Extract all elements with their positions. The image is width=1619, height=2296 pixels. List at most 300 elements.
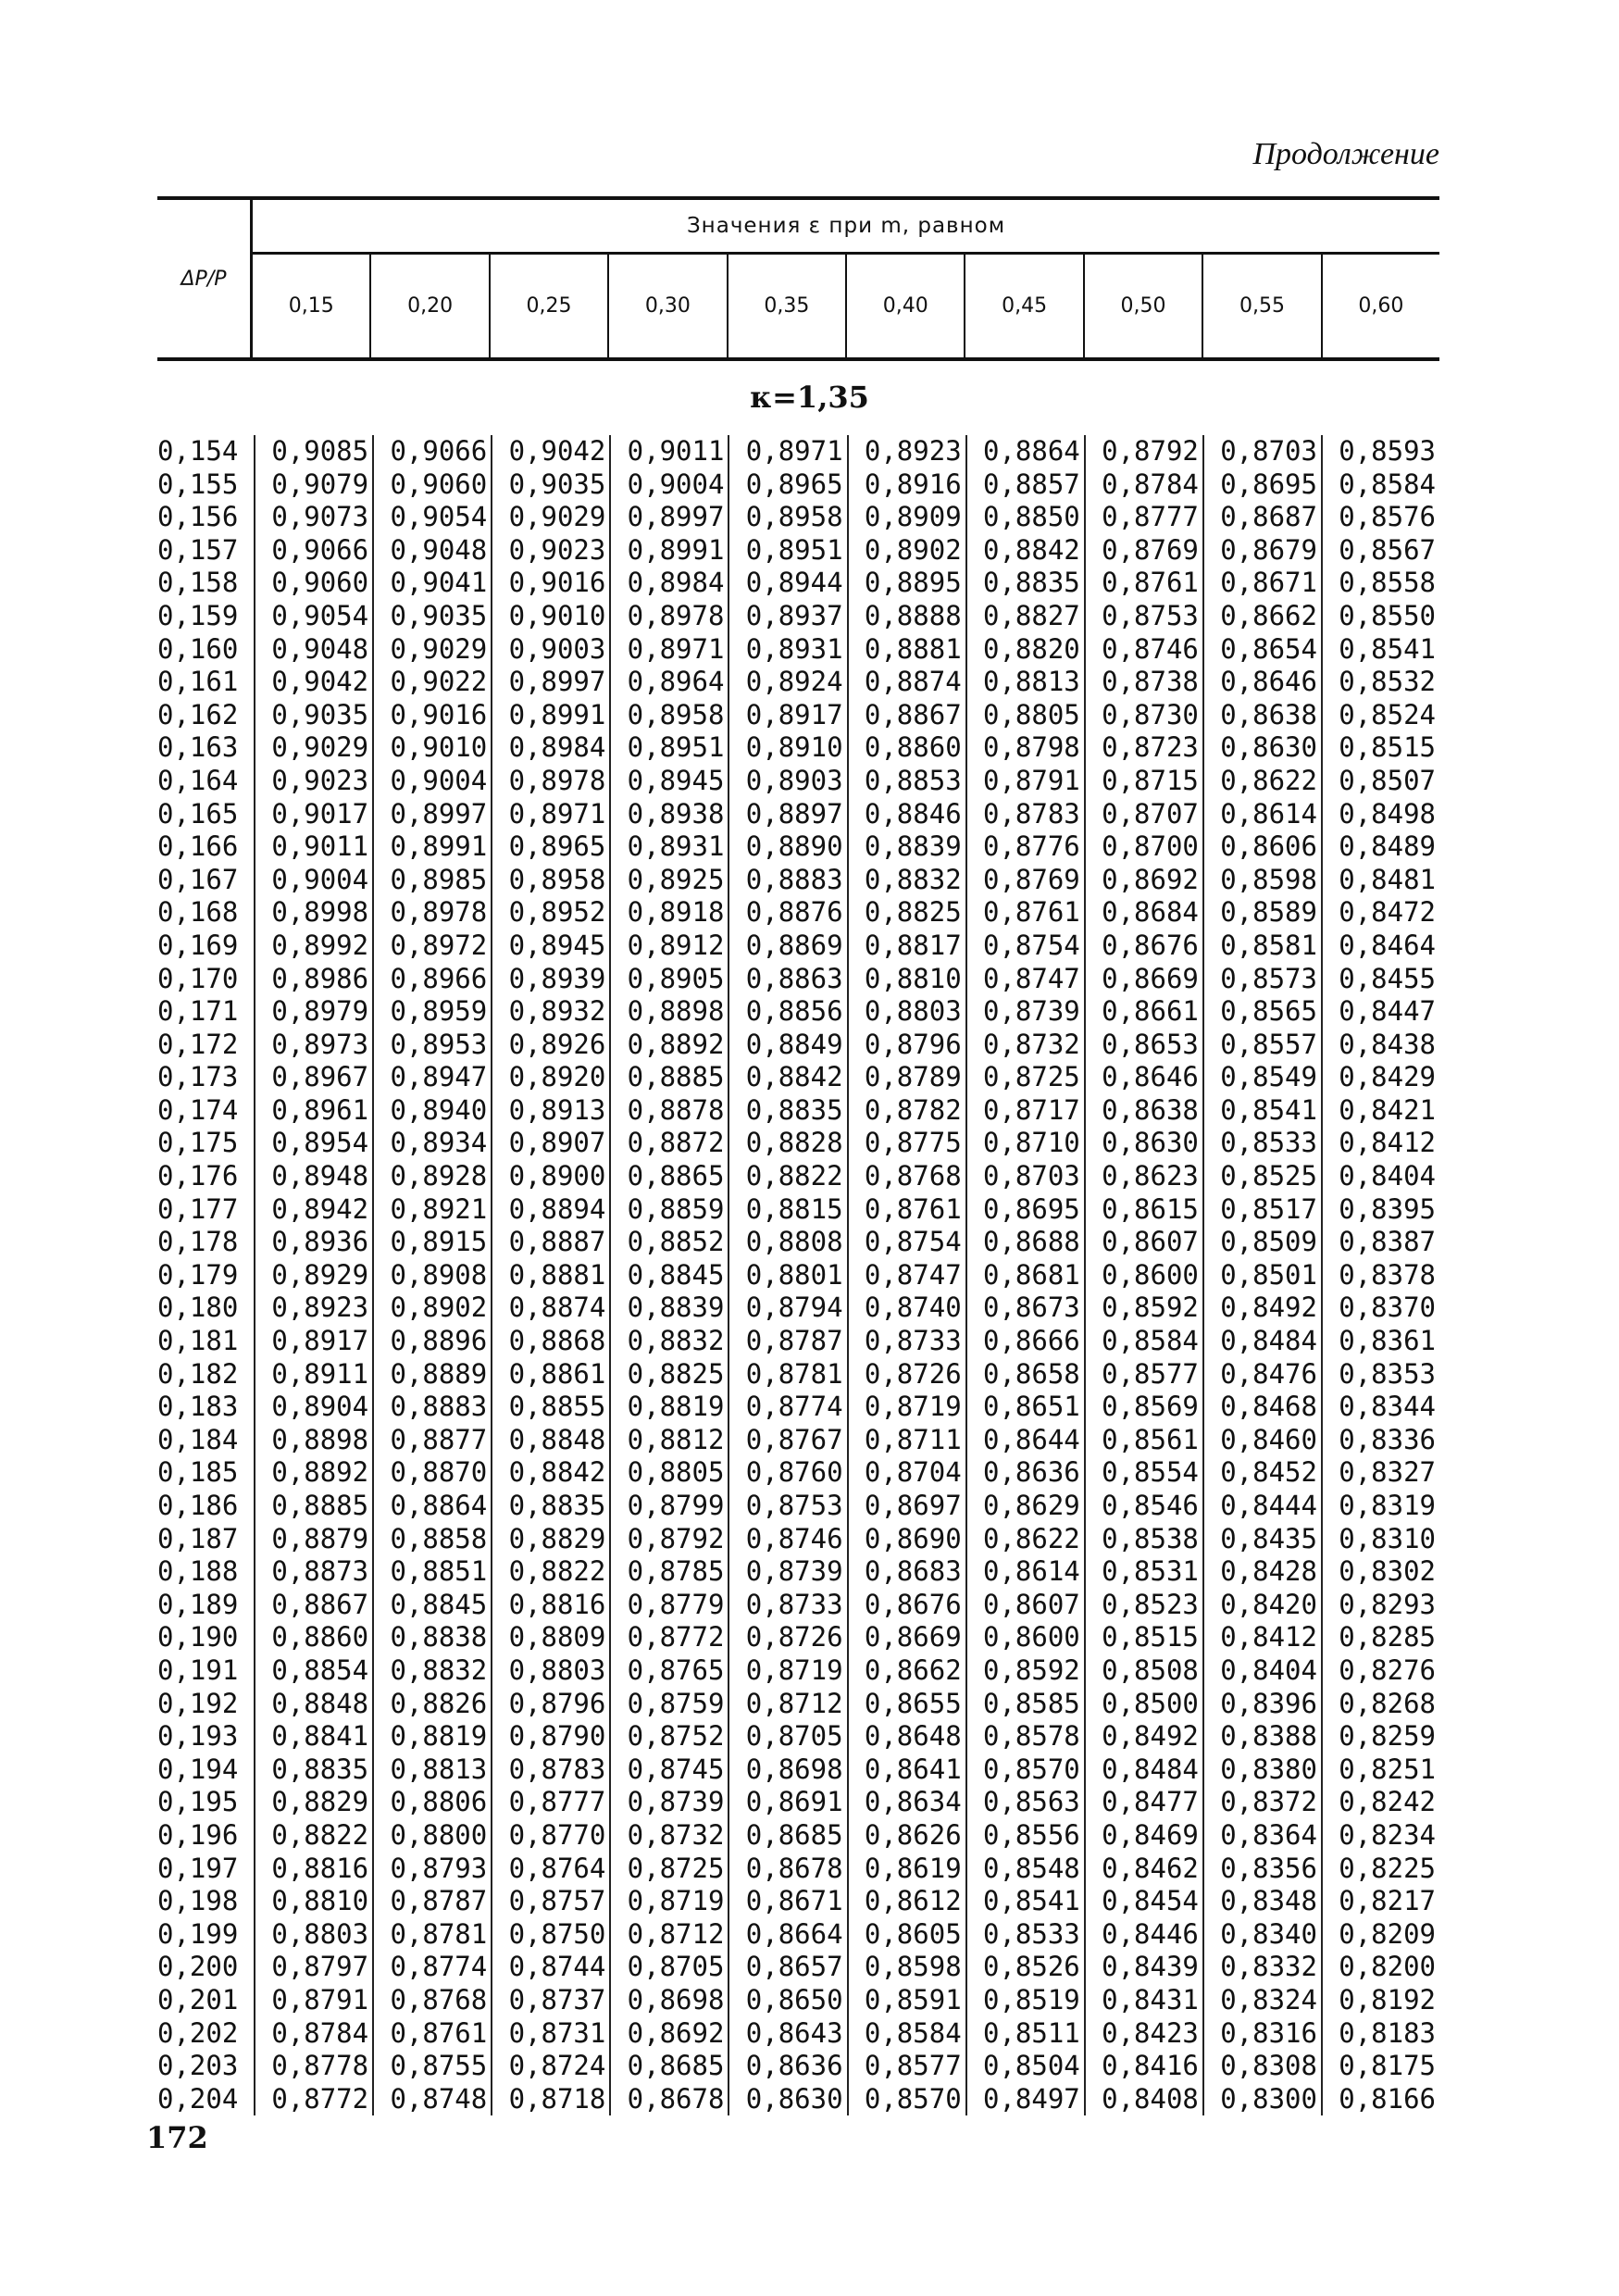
epsilon-cell: 0,8905 <box>610 963 729 996</box>
epsilon-cell: 0,8717 <box>966 1094 1085 1128</box>
epsilon-cell: 0,9041 <box>373 567 492 600</box>
epsilon-cell: 0,8973 <box>255 1029 373 1062</box>
epsilon-cell: 0,8761 <box>1085 567 1203 600</box>
epsilon-cell: 0,8898 <box>255 1424 373 1457</box>
epsilon-cell: 0,8685 <box>729 1819 847 1853</box>
stub-header: ΔP/P <box>157 200 253 357</box>
dp-p-cell: 0,170 <box>157 962 239 994</box>
epsilon-cell: 0,8883 <box>373 1391 492 1424</box>
epsilon-cell: 0,8796 <box>848 1029 966 1062</box>
epsilon-cell: 0,8750 <box>492 1918 610 1952</box>
epsilon-cell: 0,8822 <box>255 1819 373 1853</box>
epsilon-cell: 0,8446 <box>1085 1918 1203 1952</box>
epsilon-cell: 0,8938 <box>610 798 729 831</box>
table-row <box>157 963 1439 996</box>
epsilon-cell: 0,8945 <box>492 930 610 963</box>
epsilon-cell: 0,8438 <box>1322 1029 1439 1062</box>
dp-p-cell: 0,158 <box>157 567 239 599</box>
epsilon-cell: 0,8997 <box>492 666 610 699</box>
dp-p-cell: 0,204 <box>157 2082 239 2115</box>
epsilon-cell: 0,8934 <box>373 1127 492 1160</box>
epsilon-cell: 0,8785 <box>610 1555 729 1589</box>
epsilon-cell: 0,8636 <box>966 1456 1085 1490</box>
dp-p-cell: 0,173 <box>157 1061 239 1093</box>
dp-p-cell: 0,188 <box>157 1555 239 1588</box>
epsilon-cell: 0,8327 <box>1322 1456 1439 1490</box>
epsilon-cell: 0,8634 <box>848 1786 966 1819</box>
epsilon-cell: 0,8653 <box>1085 1029 1203 1062</box>
epsilon-cell: 0,8770 <box>492 1819 610 1853</box>
epsilon-cell: 0,8991 <box>492 699 610 732</box>
m-col-header: 0,40 <box>845 255 964 357</box>
epsilon-cell: 0,8917 <box>255 1325 373 1358</box>
epsilon-cell: 0,8753 <box>1085 600 1203 633</box>
epsilon-cell: 0,8293 <box>1322 1589 1439 1622</box>
epsilon-cell: 0,8690 <box>848 1523 966 1556</box>
epsilon-cell: 0,8835 <box>729 1094 847 1128</box>
epsilon-cell: 0,9042 <box>492 435 610 468</box>
epsilon-cell: 0,8669 <box>848 1621 966 1654</box>
epsilon-cell: 0,8885 <box>255 1490 373 1523</box>
dp-p-cell: 0,164 <box>157 764 239 796</box>
epsilon-cell: 0,8772 <box>610 1621 729 1654</box>
epsilon-cell: 0,8913 <box>492 1094 610 1128</box>
epsilon-cell: 0,8489 <box>1322 830 1439 864</box>
epsilon-cell: 0,8873 <box>255 1555 373 1589</box>
epsilon-cell: 0,8964 <box>610 666 729 699</box>
epsilon-cell: 0,8619 <box>848 1853 966 1886</box>
m-col-header: 0,60 <box>1321 255 1439 357</box>
epsilon-cell: 0,8817 <box>848 930 966 963</box>
epsilon-cell: 0,8865 <box>610 1160 729 1193</box>
epsilon-cell: 0,8972 <box>373 930 492 963</box>
epsilon-cell: 0,8761 <box>966 896 1085 930</box>
epsilon-cell: 0,8468 <box>1203 1391 1322 1424</box>
epsilon-cell: 0,8515 <box>1322 731 1439 765</box>
dp-p-cell: 0,157 <box>157 533 239 566</box>
epsilon-cell: 0,8629 <box>966 1490 1085 1523</box>
epsilon-cell: 0,8820 <box>966 633 1085 667</box>
epsilon-cell: 0,9022 <box>373 666 492 699</box>
epsilon-cell: 0,8848 <box>255 1688 373 1721</box>
group-header: Значения ε при m, равном <box>253 200 1439 255</box>
table-row <box>157 1490 1439 1523</box>
epsilon-cell: 0,8965 <box>492 830 610 864</box>
epsilon-cell: 0,8612 <box>848 1885 966 1918</box>
epsilon-cell: 0,8984 <box>492 731 610 765</box>
dp-p-cell: 0,169 <box>157 929 239 961</box>
table-row <box>157 1391 1439 1424</box>
epsilon-cell: 0,8469 <box>1085 1819 1203 1853</box>
epsilon-cell: 0,8439 <box>1085 1951 1203 1984</box>
epsilon-cell: 0,8455 <box>1322 963 1439 996</box>
epsilon-cell: 0,8858 <box>373 1523 492 1556</box>
epsilon-cell: 0,8423 <box>1085 2017 1203 2051</box>
epsilon-cell: 0,8739 <box>729 1555 847 1589</box>
epsilon-cell: 0,8910 <box>729 731 847 765</box>
epsilon-cell: 0,8791 <box>255 1984 373 2017</box>
epsilon-cell: 0,8863 <box>729 963 847 996</box>
dp-p-cell: 0,175 <box>157 1127 239 1159</box>
epsilon-cell: 0,8695 <box>1203 468 1322 502</box>
epsilon-cell: 0,8592 <box>1085 1292 1203 1325</box>
epsilon-cell: 0,8754 <box>848 1226 966 1259</box>
epsilon-cell: 0,8923 <box>255 1292 373 1325</box>
table-row <box>157 600 1439 633</box>
epsilon-cell: 0,8234 <box>1322 1819 1439 1853</box>
dp-p-cell: 0,197 <box>157 1852 239 1884</box>
epsilon-cell: 0,8805 <box>610 1456 729 1490</box>
epsilon-cell: 0,8420 <box>1203 1589 1322 1622</box>
epsilon-cell: 0,8563 <box>966 1786 1085 1819</box>
epsilon-cell: 0,8570 <box>966 1753 1085 1787</box>
epsilon-cell: 0,8851 <box>373 1555 492 1589</box>
dp-p-cell: 0,181 <box>157 1325 239 1357</box>
epsilon-cell: 0,8860 <box>255 1621 373 1654</box>
epsilon-cell: 0,8209 <box>1322 1918 1439 1952</box>
epsilon-cell: 0,8666 <box>966 1325 1085 1358</box>
table-row <box>157 995 1439 1029</box>
epsilon-cell: 0,8940 <box>373 1094 492 1128</box>
epsilon-cell: 0,8681 <box>966 1259 1085 1292</box>
epsilon-cell: 0,8285 <box>1322 1621 1439 1654</box>
dp-p-cell: 0,160 <box>157 632 239 665</box>
epsilon-cell: 0,9003 <box>492 633 610 667</box>
epsilon-cell: 0,8952 <box>492 896 610 930</box>
epsilon-cell: 0,8769 <box>1085 534 1203 568</box>
epsilon-cell: 0,8747 <box>966 963 1085 996</box>
epsilon-cell: 0,8967 <box>255 1061 373 1094</box>
epsilon-cell: 0,8849 <box>729 1029 847 1062</box>
epsilon-cell: 0,8825 <box>848 896 966 930</box>
table-row <box>157 435 1439 468</box>
table-row <box>157 1193 1439 1227</box>
dp-p-cell: 0,161 <box>157 666 239 698</box>
epsilon-cell: 0,8827 <box>966 600 1085 633</box>
epsilon-cell: 0,8435 <box>1203 1523 1322 1556</box>
m-col-header: 0,25 <box>489 255 607 357</box>
epsilon-cell: 0,8832 <box>848 864 966 897</box>
epsilon-cell: 0,8744 <box>492 1951 610 1984</box>
epsilon-cell: 0,9066 <box>373 435 492 468</box>
table-row <box>157 1127 1439 1160</box>
epsilon-cell: 0,8757 <box>492 1885 610 1918</box>
epsilon-cell: 0,8783 <box>492 1753 610 1787</box>
dp-p-cell: 0,174 <box>157 1093 239 1126</box>
epsilon-cell: 0,8822 <box>729 1160 847 1193</box>
epsilon-cell: 0,8870 <box>373 1456 492 1490</box>
epsilon-cell: 0,8832 <box>610 1325 729 1358</box>
epsilon-cell: 0,8942 <box>255 1193 373 1227</box>
epsilon-cell: 0,8761 <box>848 1193 966 1227</box>
epsilon-cell: 0,8859 <box>610 1193 729 1227</box>
epsilon-cell: 0,8671 <box>729 1885 847 1918</box>
epsilon-cell: 0,8776 <box>966 830 1085 864</box>
epsilon-cell: 0,8556 <box>966 1819 1085 1853</box>
dp-p-cell: 0,196 <box>157 1818 239 1851</box>
epsilon-cell: 0,8733 <box>729 1589 847 1622</box>
epsilon-cell: 0,8683 <box>848 1555 966 1589</box>
table-row <box>157 1358 1439 1391</box>
epsilon-cell: 0,8829 <box>492 1523 610 1556</box>
epsilon-cell: 0,8815 <box>729 1193 847 1227</box>
table-row <box>157 1720 1439 1753</box>
epsilon-cell: 0,8878 <box>610 1094 729 1128</box>
epsilon-cell: 0,8797 <box>255 1951 373 1984</box>
epsilon-cell: 0,8916 <box>848 468 966 502</box>
epsilon-cell: 0,8726 <box>729 1621 847 1654</box>
epsilon-cell: 0,8565 <box>1203 995 1322 1029</box>
epsilon-cell: 0,8712 <box>610 1918 729 1952</box>
epsilon-cell: 0,8431 <box>1085 1984 1203 2017</box>
epsilon-cell: 0,8936 <box>255 1226 373 1259</box>
epsilon-cell: 0,8662 <box>1203 600 1322 633</box>
epsilon-cell: 0,8614 <box>1203 798 1322 831</box>
epsilon-cell: 0,8835 <box>255 1753 373 1787</box>
epsilon-cell: 0,8894 <box>492 1193 610 1227</box>
epsilon-cell: 0,8799 <box>610 1490 729 1523</box>
epsilon-cell: 0,8997 <box>373 798 492 831</box>
epsilon-cell: 0,8978 <box>610 600 729 633</box>
epsilon-cell: 0,8965 <box>729 468 847 502</box>
epsilon-cell: 0,8822 <box>492 1555 610 1589</box>
epsilon-cell: 0,8711 <box>848 1424 966 1457</box>
epsilon-cell: 0,8732 <box>610 1819 729 1853</box>
epsilon-cell: 0,9035 <box>492 468 610 502</box>
table-row <box>157 1029 1439 1062</box>
epsilon-cell: 0,8872 <box>610 1127 729 1160</box>
epsilon-cell: 0,8917 <box>729 699 847 732</box>
epsilon-cell: 0,9029 <box>492 501 610 534</box>
epsilon-cell: 0,9010 <box>373 731 492 765</box>
epsilon-cell: 0,8867 <box>848 699 966 732</box>
epsilon-cell: 0,8746 <box>729 1523 847 1556</box>
m-col-header: 0,30 <box>607 255 726 357</box>
epsilon-cell: 0,8812 <box>610 1424 729 1457</box>
epsilon-cell: 0,8600 <box>966 1621 1085 1654</box>
epsilon-cell: 0,8324 <box>1203 1984 1322 2017</box>
continuation-label: Продолжение <box>1252 137 1439 171</box>
epsilon-cell: 0,8387 <box>1322 1226 1439 1259</box>
epsilon-cell: 0,8760 <box>729 1456 847 1490</box>
epsilon-cell: 0,8920 <box>492 1061 610 1094</box>
epsilon-cell: 0,8589 <box>1203 896 1322 930</box>
epsilon-cell: 0,8828 <box>729 1127 847 1160</box>
epsilon-cell: 0,8783 <box>966 798 1085 831</box>
dp-p-cell: 0,198 <box>157 1885 239 1917</box>
epsilon-cell: 0,8904 <box>255 1391 373 1424</box>
table-row <box>157 1160 1439 1193</box>
epsilon-cell: 0,8183 <box>1322 2017 1439 2051</box>
epsilon-cell: 0,8761 <box>373 2017 492 2051</box>
dp-p-cell: 0,159 <box>157 599 239 631</box>
epsilon-cell: 0,8591 <box>848 1984 966 2017</box>
epsilon-cell: 0,8517 <box>1203 1193 1322 1227</box>
epsilon-cell: 0,8507 <box>1322 765 1439 798</box>
epsilon-cell: 0,8951 <box>610 731 729 765</box>
epsilon-cell: 0,8806 <box>373 1786 492 1819</box>
epsilon-cell: 0,8992 <box>255 930 373 963</box>
epsilon-cell: 0,8541 <box>966 1885 1085 1918</box>
dp-p-cell: 0,186 <box>157 1490 239 1521</box>
epsilon-cell: 0,8600 <box>1085 1259 1203 1292</box>
table-row <box>157 830 1439 864</box>
m-col-header: 0,55 <box>1202 255 1320 357</box>
dp-p-cell: 0,162 <box>157 698 239 730</box>
epsilon-cell: 0,8464 <box>1322 930 1439 963</box>
m-col-header: 0,45 <box>964 255 1082 357</box>
epsilon-cell: 0,8808 <box>729 1226 847 1259</box>
table-row <box>157 1654 1439 1688</box>
epsilon-cell: 0,8192 <box>1322 1984 1439 2017</box>
epsilon-cell: 0,8748 <box>373 2083 492 2116</box>
epsilon-cell: 0,8678 <box>729 1853 847 1886</box>
epsilon-cell: 0,8850 <box>966 501 1085 534</box>
epsilon-cell: 0,8605 <box>848 1918 966 1952</box>
epsilon-cell: 0,8772 <box>255 2083 373 2116</box>
epsilon-cell: 0,8554 <box>1085 1456 1203 1490</box>
epsilon-cell: 0,9079 <box>255 468 373 502</box>
epsilon-cell: 0,8697 <box>848 1490 966 1523</box>
epsilon-cell: 0,8803 <box>848 995 966 1029</box>
epsilon-cell: 0,8673 <box>966 1292 1085 1325</box>
epsilon-cell: 0,8607 <box>1085 1226 1203 1259</box>
epsilon-cell: 0,8361 <box>1322 1325 1439 1358</box>
table-row <box>157 2050 1439 2083</box>
epsilon-cell: 0,8752 <box>610 1720 729 1753</box>
dp-p-cell: 0,185 <box>157 1456 239 1489</box>
epsilon-cell: 0,8912 <box>610 930 729 963</box>
dp-p-cell: 0,179 <box>157 1258 239 1291</box>
epsilon-cell: 0,8794 <box>729 1292 847 1325</box>
epsilon-cell: 0,8308 <box>1203 2050 1322 2083</box>
epsilon-cell: 0,8626 <box>848 1819 966 1853</box>
epsilon-cell: 0,8651 <box>966 1391 1085 1424</box>
epsilon-cell: 0,8242 <box>1322 1786 1439 1819</box>
epsilon-cell: 0,8685 <box>610 2050 729 2083</box>
epsilon-cell: 0,9042 <box>255 666 373 699</box>
epsilon-cell: 0,8885 <box>610 1061 729 1094</box>
m-columns <box>253 255 1439 357</box>
epsilon-cell: 0,9011 <box>610 435 729 468</box>
epsilon-cell: 0,8217 <box>1322 1885 1439 1918</box>
dp-p-cell: 0,189 <box>157 1588 239 1620</box>
epsilon-cell: 0,8719 <box>848 1391 966 1424</box>
epsilon-cell: 0,8737 <box>492 1984 610 2017</box>
epsilon-cell: 0,8986 <box>255 963 373 996</box>
table-row <box>157 896 1439 930</box>
epsilon-cell: 0,8698 <box>729 1753 847 1787</box>
m-col-header: 0,15 <box>288 294 334 318</box>
epsilon-cell: 0,8310 <box>1322 1523 1439 1556</box>
epsilon-cell: 0,8655 <box>848 1688 966 1721</box>
epsilon-cell: 0,9023 <box>492 534 610 568</box>
dp-p-cell: 0,201 <box>157 1983 239 2015</box>
epsilon-cell: 0,8598 <box>848 1951 966 1984</box>
epsilon-cell: 0,8775 <box>848 1127 966 1160</box>
epsilon-cell: 0,8798 <box>966 731 1085 765</box>
data-table-body <box>157 435 1439 2115</box>
epsilon-cell: 0,8816 <box>255 1853 373 1886</box>
epsilon-cell: 0,8251 <box>1322 1753 1439 1787</box>
epsilon-cell: 0,8971 <box>492 798 610 831</box>
epsilon-cell: 0,8832 <box>373 1654 492 1688</box>
epsilon-cell: 0,8954 <box>255 1127 373 1160</box>
epsilon-cell: 0,8816 <box>492 1589 610 1622</box>
epsilon-cell: 0,8774 <box>373 1951 492 1984</box>
epsilon-cell: 0,8879 <box>255 1523 373 1556</box>
epsilon-cell: 0,9011 <box>255 830 373 864</box>
epsilon-cell: 0,8676 <box>1085 930 1203 963</box>
epsilon-cell: 0,8784 <box>1085 468 1203 502</box>
epsilon-cell: 0,8404 <box>1203 1654 1322 1688</box>
epsilon-cell: 0,8550 <box>1322 600 1439 633</box>
epsilon-cell: 0,8546 <box>1085 1490 1203 1523</box>
epsilon-cell: 0,8452 <box>1203 1456 1322 1490</box>
epsilon-cell: 0,8892 <box>255 1456 373 1490</box>
epsilon-cell: 0,8388 <box>1203 1720 1322 1753</box>
epsilon-cell: 0,8810 <box>848 963 966 996</box>
epsilon-cell: 0,8971 <box>729 435 847 468</box>
epsilon-cell: 0,8641 <box>848 1753 966 1787</box>
section-title: κ=1,35 <box>750 380 869 415</box>
dp-p-cell: 0,163 <box>157 731 239 764</box>
epsilon-cell: 0,8691 <box>729 1786 847 1819</box>
table-row <box>157 468 1439 502</box>
epsilon-cell: 0,8991 <box>610 534 729 568</box>
epsilon-cell: 0,8638 <box>1203 699 1322 732</box>
epsilon-cell: 0,8819 <box>373 1720 492 1753</box>
epsilon-cell: 0,8787 <box>373 1885 492 1918</box>
epsilon-cell: 0,8319 <box>1322 1490 1439 1523</box>
epsilon-cell: 0,8175 <box>1322 2050 1439 2083</box>
epsilon-cell: 0,8835 <box>966 567 1085 600</box>
epsilon-cell: 0,8958 <box>729 501 847 534</box>
epsilon-cell: 0,8959 <box>373 995 492 1029</box>
epsilon-cell: 0,8638 <box>1085 1094 1203 1128</box>
epsilon-cell: 0,8848 <box>492 1424 610 1457</box>
epsilon-cell: 0,8577 <box>848 2050 966 2083</box>
epsilon-cell: 0,8944 <box>729 567 847 600</box>
table-row <box>157 1292 1439 1325</box>
epsilon-cell: 0,8902 <box>848 534 966 568</box>
epsilon-cell: 0,8472 <box>1322 896 1439 930</box>
epsilon-cell: 0,8657 <box>729 1951 847 1984</box>
epsilon-cell: 0,8846 <box>848 798 966 831</box>
epsilon-cell: 0,8931 <box>610 830 729 864</box>
epsilon-cell: 0,9035 <box>373 600 492 633</box>
dp-p-cell: 0,180 <box>157 1292 239 1324</box>
epsilon-cell: 0,8813 <box>373 1753 492 1787</box>
epsilon-cell: 0,8372 <box>1203 1786 1322 1819</box>
epsilon-cell: 0,8881 <box>848 633 966 667</box>
epsilon-cell: 0,8567 <box>1322 534 1439 568</box>
epsilon-cell: 0,8476 <box>1203 1358 1322 1391</box>
epsilon-cell: 0,8819 <box>610 1391 729 1424</box>
epsilon-cell: 0,8997 <box>610 501 729 534</box>
epsilon-cell: 0,8492 <box>1203 1292 1322 1325</box>
epsilon-cell: 0,8796 <box>492 1688 610 1721</box>
epsilon-cell: 0,9016 <box>373 699 492 732</box>
dp-p-cell: 0,187 <box>157 1522 239 1554</box>
epsilon-cell: 0,8923 <box>848 435 966 468</box>
epsilon-cell: 0,8380 <box>1203 1753 1322 1787</box>
epsilon-cell: 0,8726 <box>848 1358 966 1391</box>
epsilon-cell: 0,8767 <box>729 1424 847 1457</box>
epsilon-cell: 0,8662 <box>848 1654 966 1688</box>
epsilon-cell: 0,8991 <box>373 830 492 864</box>
epsilon-cell: 0,8593 <box>1322 435 1439 468</box>
